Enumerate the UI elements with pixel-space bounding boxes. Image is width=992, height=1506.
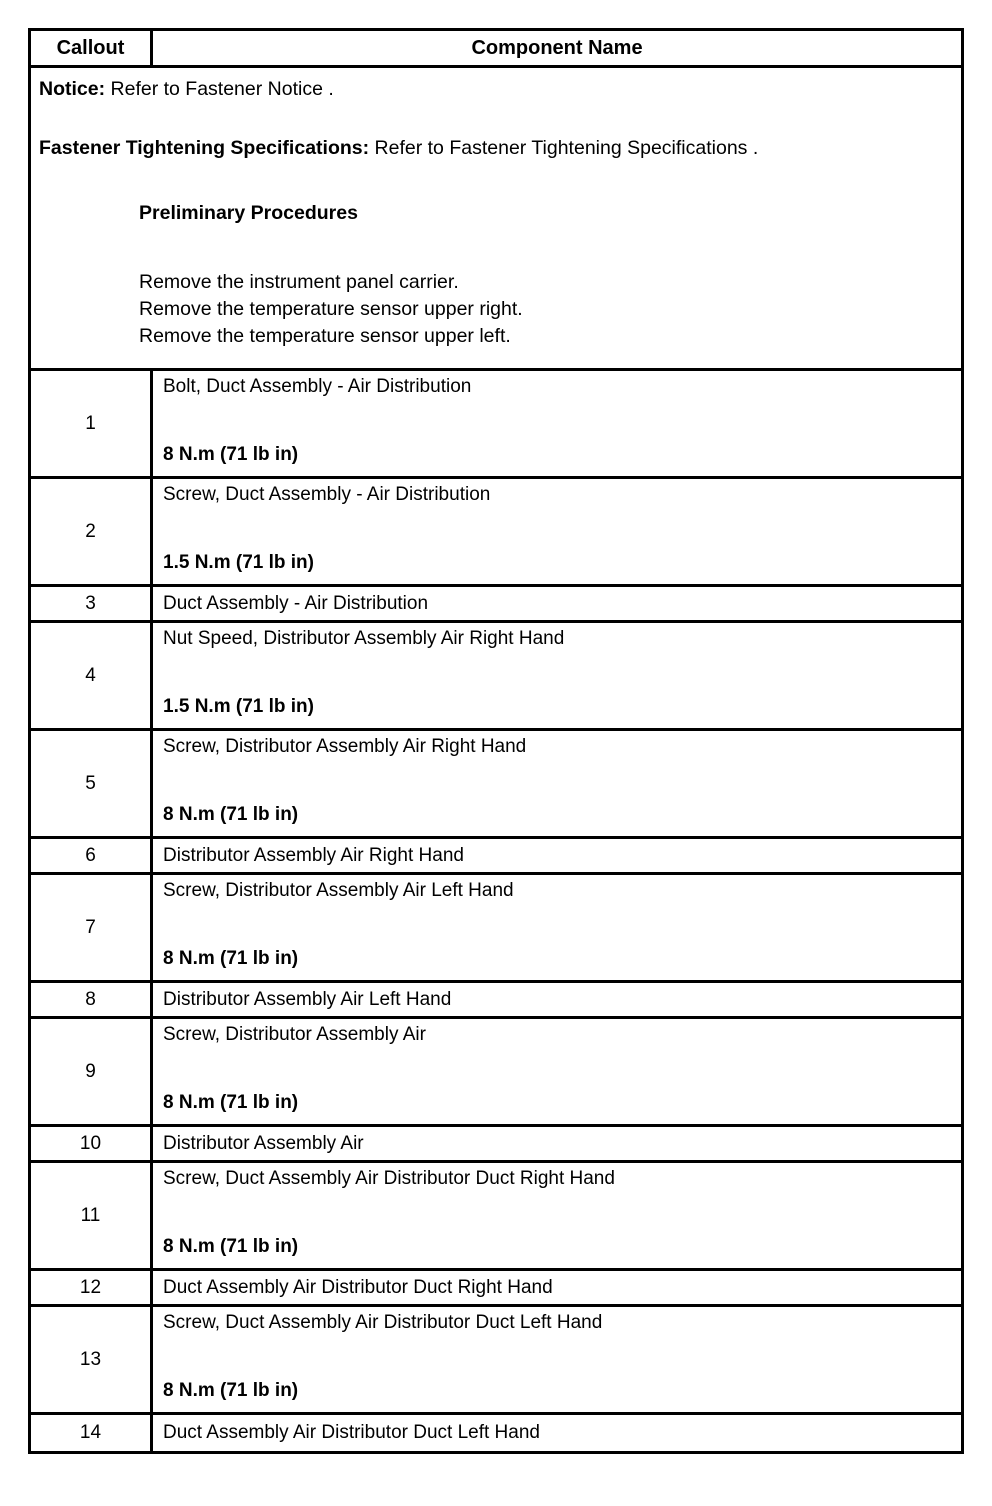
table-row	[31, 623, 961, 731]
torque-spec: 8 N.m (71 lb in)	[163, 1092, 299, 1113]
component-name: Distributor Assembly Air Right Hand	[163, 844, 464, 866]
torque-spec: 1.5 N.m (71 lb in)	[163, 552, 314, 573]
component-cell	[153, 1019, 961, 1124]
component-cell	[153, 587, 961, 620]
component-name: Screw, Distributor Assembly Air Left Hand	[163, 880, 514, 901]
table-row	[31, 983, 961, 1019]
fastener-notice-paragraph	[39, 76, 953, 103]
callout-cell: 12	[31, 1271, 153, 1304]
callout-cell: 7	[31, 875, 153, 980]
procedure-step: Remove the temperature sensor upper left.	[139, 325, 511, 347]
component-name: Screw, Duct Assembly - Air Distribution	[163, 484, 491, 505]
table-row	[31, 875, 961, 983]
component-cell	[153, 731, 961, 836]
callout-cell: 8	[31, 983, 153, 1016]
table-row	[31, 1415, 961, 1451]
component-name: Screw, Duct Assembly Air Distributor Duct Left Hand	[163, 1312, 603, 1333]
component-name: Bolt, Duct Assembly - Air Distribution	[163, 376, 472, 397]
component-name: Distributor Assembly Air Left Hand	[163, 988, 452, 1010]
component-name: Screw, Duct Assembly Air Distributor Duct Right Hand	[163, 1168, 615, 1189]
table-header-row	[31, 31, 961, 68]
callout-cell: 5	[31, 731, 153, 836]
callout-cell: 9	[31, 1019, 153, 1124]
torque-spec: 8 N.m (71 lb in)	[163, 804, 299, 825]
table-row	[31, 587, 961, 623]
component-name: Nut Speed, Distributor Assembly Air Right Hand	[163, 628, 565, 649]
table-row	[31, 479, 961, 587]
component-cell	[153, 1415, 961, 1451]
preliminary-procedures-list	[139, 269, 953, 350]
callout-column-header: Callout	[31, 31, 153, 65]
component-cell	[153, 623, 961, 728]
component-cell	[153, 1307, 961, 1412]
table-row	[31, 1307, 961, 1415]
table-row	[31, 1019, 961, 1127]
component-cell	[153, 371, 961, 476]
table-row	[31, 371, 961, 479]
notice-label: Notice:	[39, 78, 106, 100]
notice-block	[31, 68, 961, 368]
table-row	[31, 1163, 961, 1271]
callout-cell: 13	[31, 1307, 153, 1412]
component-cell	[153, 479, 961, 584]
callout-cell: 1	[31, 371, 153, 476]
callout-cell: 4	[31, 623, 153, 728]
callout-cell: 11	[31, 1163, 153, 1268]
component-name-column-header: Component Name	[471, 36, 643, 59]
table-row	[31, 1271, 961, 1307]
fastener-spec-label: Fastener Tightening Specifications:	[39, 137, 370, 159]
component-name: Duct Assembly Air Distributor Duct Left Hand	[163, 1422, 540, 1443]
table-row	[31, 839, 961, 875]
fastener-spec-paragraph	[39, 135, 953, 162]
component-name: Duct Assembly - Air Distribution	[163, 592, 429, 614]
component-name: Screw, Distributor Assembly Air Right Hand	[163, 736, 527, 757]
preliminary-procedures-title: Preliminary Procedures	[139, 202, 358, 224]
component-cell	[153, 1271, 961, 1304]
component-name: Distributor Assembly Air	[163, 1132, 364, 1154]
component-cell	[153, 839, 961, 872]
callout-cell: 10	[31, 1127, 153, 1160]
callout-cell: 6	[31, 839, 153, 872]
components-table	[28, 28, 964, 1454]
callout-cell: 2	[31, 479, 153, 584]
torque-spec: 8 N.m (71 lb in)	[163, 1380, 299, 1401]
component-cell	[153, 1127, 961, 1160]
table-row	[31, 1127, 961, 1163]
table-row	[31, 731, 961, 839]
callout-cell: 3	[31, 587, 153, 620]
procedure-step: Remove the instrument panel carrier.	[139, 271, 459, 293]
notice-row	[31, 68, 961, 371]
component-name: Duct Assembly Air Distributor Duct Right Hand	[163, 1276, 553, 1298]
torque-spec: 8 N.m (71 lb in)	[163, 444, 299, 465]
component-name: Screw, Distributor Assembly Air	[163, 1024, 426, 1045]
notice-text: Refer to Fastener Notice .	[105, 78, 334, 100]
callout-cell: 14	[31, 1415, 153, 1451]
torque-spec: 1.5 N.m (71 lb in)	[163, 696, 314, 717]
component-cell	[153, 983, 961, 1016]
torque-spec: 8 N.m (71 lb in)	[163, 1236, 299, 1257]
torque-spec: 8 N.m (71 lb in)	[163, 948, 299, 969]
component-cell	[153, 1163, 961, 1268]
fastener-spec-text: Refer to Fastener Tightening Specifications .	[369, 137, 759, 159]
procedure-step: Remove the temperature sensor upper right.	[139, 298, 523, 320]
component-cell	[153, 875, 961, 980]
